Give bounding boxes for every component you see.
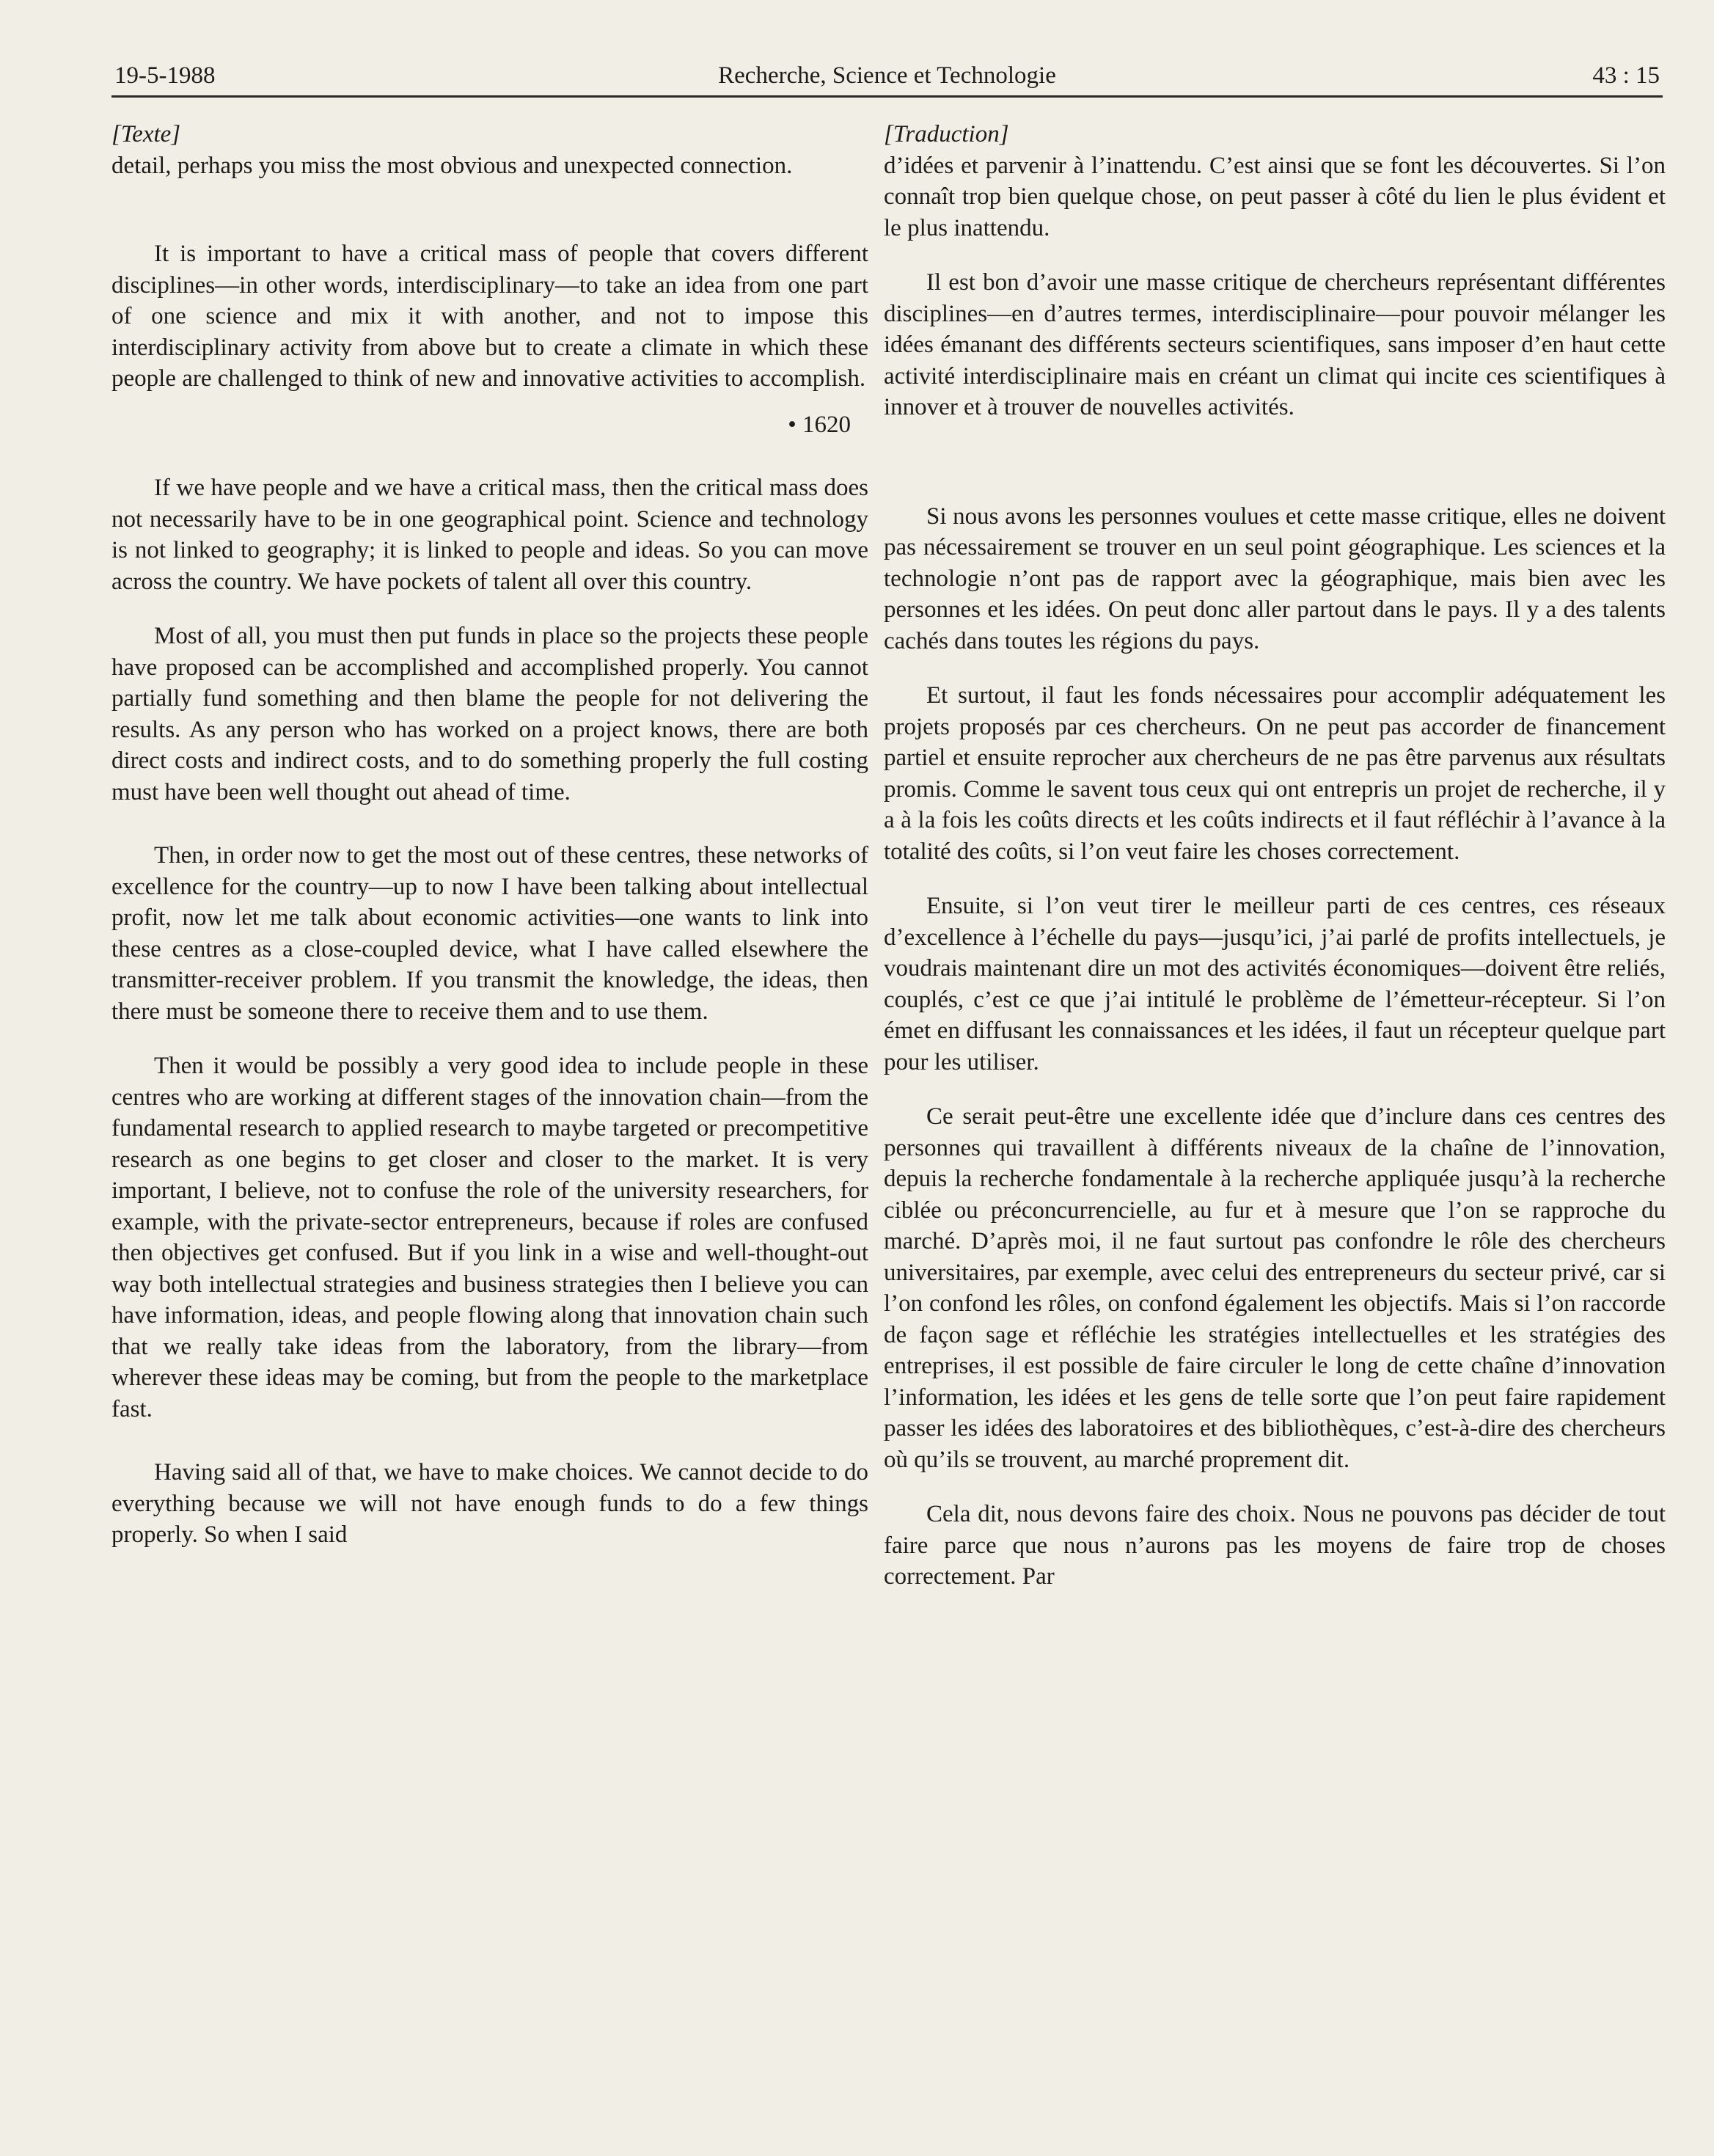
- header-page-number: 43 : 15: [1592, 62, 1660, 89]
- time-marker: • 1620: [788, 411, 851, 438]
- text-label: [Texte]: [111, 121, 181, 147]
- english-paragraph: Most of all, you must then put funds in place so the projects these people have proposed can be accomplished and accomplished properly. You cannot partially fund something and then blame the people for not delivering the results. As any person who has worked on a project knows, there are both direct costs and indirect costs, and to do something properly the full costing must have been well thought out ahead of time.: [111, 623, 868, 805]
- page-header: [111, 50, 1663, 98]
- french-paragraph: Ce serait peut-être une excellente idée que d’inclure dans ces centres des personnes qui travaillent à différents niveaux de la chaîne de l’innovation, depuis la recherche fondamentale à la recherche appliquée jusqu’à la recherche ciblée ou préconcurrencielle, au fur et à mesure que l’on se rapproche du marché. D’après moi, il ne faut surtout pas confondre le rôle des chercheurs universitaires, par exemple, avec celui des entrepreneurs du secteur privé, car si l’on confond les rôles, on confond également les objectifs. Mais si l’on raccorde de façon sage et réfléchie les stratégies intellectuelles et les stratégies des entreprises, il est possible de faire circuler le long de cette chaîne d’innovation l’information, les idées et les gens de telle sorte que l’on peut faire rapidement passer les idées des laboratoires et des bibliothèques, c’est-à-dire des chercheurs où qu’ils se trouvent, au marché proprement dit.: [884, 1103, 1666, 1473]
- english-paragraph: Then, in order now to get the most out of these centres, these networks of excellence for the country—up to now I have been talking about intellectual profit, now let me talk about economic activities—one wants to link into these centres as a close-coupled device, what I have called elsewhere the transmitter-receiver problem. If you transmit the knowledge, the ideas, then there must be someone there to receive them and to use them.: [111, 842, 868, 1025]
- english-paragraph: If we have people and we have a critical mass, then the critical mass does not necessarily have to be in one geographical point. Science and technology is not linked to geography; it is linked to people and ideas. So you can move across the country. We have pockets of talent all over this country.: [111, 475, 868, 595]
- french-paragraph: d’idées et parvenir à l’inattendu. C’est ainsi que se font les découvertes. Si l’on connaît trop bien quelque chose, on peut passer à côté du lien le plus évident et le plus inattendu.: [884, 152, 1666, 241]
- french-paragraph: Il est bon d’avoir une masse critique de chercheurs représentant différentes disciplines—en d’autres termes, interdisciplinaire—pour pouvoir mélanger les idées émanant des différents secteurs scientifiques, sans imposer d’en haut cette activité interdisciplinaire mais en créant un climat qui incite ces scientifiques à innover et à trouver de nouvelles activités.: [884, 269, 1666, 420]
- french-paragraph: Et surtout, il faut les fonds nécessaires pour accomplir adéquatement les projets proposés par ces chercheurs. On ne peut pas accorder de financement partiel et ensuite reprocher aux chercheurs de ne pas être parvenus aux résultats promis. Comme le savent tous ceux qui ont entrepris un projet de recherche, il y a à la fois les coûts directs et les coûts indirects et il faut réfléchir à l’avance à la totalité des coûts, si l’on veut faire les choses correctement.: [884, 682, 1666, 865]
- translation-label: [Traduction]: [884, 121, 1009, 147]
- french-paragraph: Cela dit, nous devons faire des choix. Nous ne pouvons pas décider de tout faire parce que nous n’aurons pas les moyens de faire trop de choses correctement. Par: [884, 1501, 1666, 1590]
- french-column: [884, 119, 1666, 1593]
- header-date: 19-5-1988: [114, 62, 216, 89]
- english-paragraph: Then it would be possibly a very good idea to include people in these centres who are working at different stages of the innovation chain—from the fundamental research to applied research to maybe targeted or precompetitive research as one begins to get closer and closer to the market. It is very important, I believe, not to confuse the role of the university researchers, for example, with the private-sector entrepreneurs, because if roles are confused then objectives get confused. But if you link in a wise and well-thought-out way both intellectual strategies and business strategies then I believe you can have information, ideas, and people flowing along that innovation chain such that we really take ideas from the laboratory, from the library—from wherever these ideas may be coming, but from the people to the marketplace fast.: [111, 1053, 868, 1422]
- english-paragraph: detail, perhaps you miss the most obvious and unexpected connection.: [111, 152, 793, 179]
- english-paragraph: Having said all of that, we have to make choices. We cannot decide to do everything because we will not have enough funds to do a few things properly. So when I said: [111, 1459, 868, 1548]
- french-paragraph: Si nous avons les personnes voulues et cette masse critique, elles ne doivent pas nécessairement se trouver en un seul point géographique. Les sciences et la technologie n’ont pas de rapport avec la géographique, mais bien avec les personnes et les idées. On peut donc aller partout dans le pays. Il y a des talents cachés dans toutes les régions du pays.: [884, 503, 1666, 654]
- english-paragraph: It is important to have a critical mass of people that covers different disciplines—in other words, interdisciplinary—to take an idea from one part of one science and mix it with another, and not to impose this interdisciplinary activity from above but to create a climate in which these people are challenged to think of new and innovative activities to accomplish.: [111, 241, 868, 392]
- french-paragraph: Ensuite, si l’on veut tirer le meilleur parti de ces centres, ces réseaux d’excellence à l’échelle du pays—jusqu’ici, j’ai parlé de profits intellectuels, je voudrais maintenant dire un mot des activités économiques—doivent être reliés, couplés, c’est ce que j’ai intitulé le problème de l’émetteur-récepteur. Si l’on émet en diffusant les connaissances et les idées, il faut un récepteur quelque part pour les utiliser.: [884, 893, 1666, 1075]
- english-column: [111, 119, 868, 1551]
- header-title: Recherche, Science et Technologie: [718, 62, 1056, 89]
